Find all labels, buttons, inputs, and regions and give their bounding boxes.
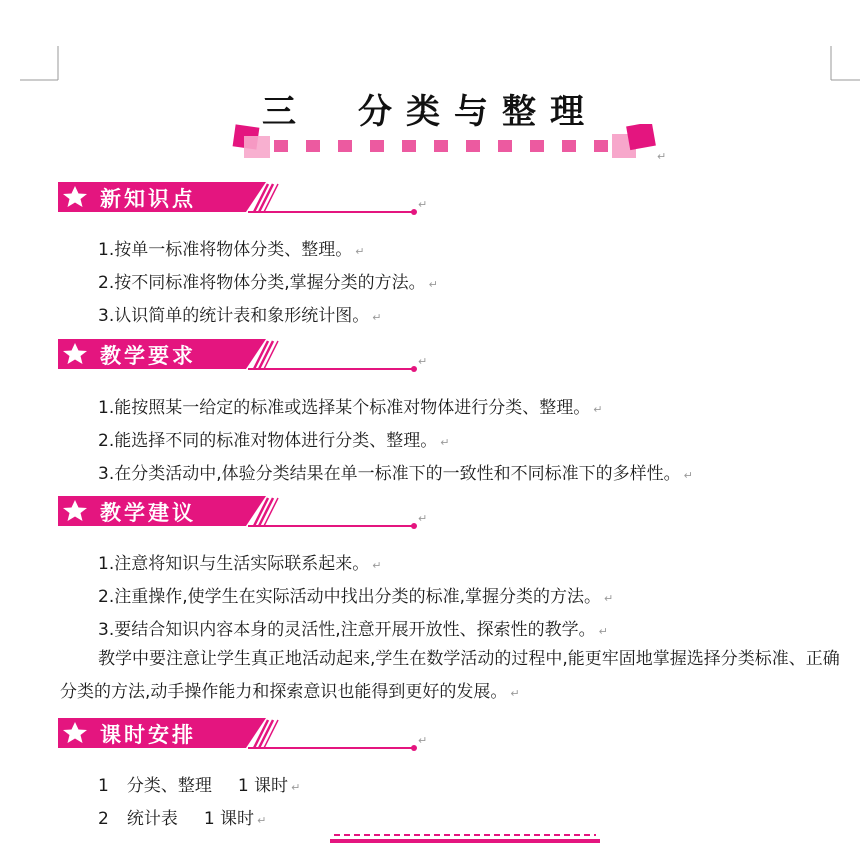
schedule-number: 2 <box>98 809 109 829</box>
page-title: 三 分类与整理 <box>262 92 598 132</box>
bottom-decoration <box>330 831 600 843</box>
body-paragraph: 教学中要注意让学生真正地活动起来,学生在数学活动的过程中,能更牢固地掌握选择分类标准、正确分类的方法,动手操作能力和探索意识也能得到更好的发展。 ↵ <box>60 649 840 702</box>
section-heading: 教学要求 <box>100 343 196 368</box>
list-item: 3.认识简单的统计表和象形统计图。 ↵ <box>98 306 382 326</box>
paragraph-mark: ↵ <box>657 150 667 163</box>
section-banner-teaching-suggestions <box>58 496 428 532</box>
schedule-hours: 1 课时 <box>237 776 289 796</box>
list-item: 3.在分类活动中,体验分类结果在单一标准下的一致性和不同标准下的多样性。 ↵ <box>98 464 693 484</box>
schedule-number: 1 <box>98 776 109 796</box>
list-item: 2.能选择不同的标准对物体进行分类、整理。 ↵ <box>98 431 450 451</box>
section-banner-teaching-requirements <box>58 339 428 375</box>
section-heading: 课时安排 <box>100 722 196 747</box>
section-banner-new-knowledge <box>58 182 428 218</box>
page-corner-mark-left <box>20 46 62 82</box>
list-item: 3.要结合知识内容本身的灵活性,注意开展开放性、探索性的教学。 ↵ <box>98 620 608 640</box>
list-item: 1.注意将知识与生活实际联系起来。 ↵ <box>98 554 382 574</box>
section-heading: 新知识点 <box>100 186 196 211</box>
list-item: 2.注重操作,使学生在实际活动中找出分类的标准,掌握分类的方法。 ↵ <box>98 587 614 607</box>
section-heading: 教学建议 <box>100 500 196 525</box>
section-banner-schedule <box>58 718 428 754</box>
paragraph-mark: ↵ <box>418 355 428 368</box>
schedule-topic: 分类、整理 <box>126 776 212 796</box>
list-item: 1.能按照某一给定的标准或选择某个标准对物体进行分类、整理。 ↵ <box>98 398 603 418</box>
title-decoration <box>228 124 668 166</box>
page-corner-mark-right <box>828 46 860 82</box>
schedule-row: 1 分类、整理 1 课时 ↵ <box>98 776 301 796</box>
paragraph-mark: ↵ <box>418 198 428 211</box>
list-item: 1.按单一标准将物体分类、整理。 ↵ <box>98 240 365 260</box>
paragraph-mark: ↵ <box>418 734 428 747</box>
list-item: 2.按不同标准将物体分类,掌握分类的方法。 ↵ <box>98 273 438 293</box>
paragraph-mark: ↵ <box>418 512 428 525</box>
schedule-hours: 1 课时 <box>203 809 255 829</box>
schedule-topic: 统计表 <box>126 809 178 829</box>
schedule-row: 2 统计表 1 课时 ↵ <box>98 809 267 829</box>
